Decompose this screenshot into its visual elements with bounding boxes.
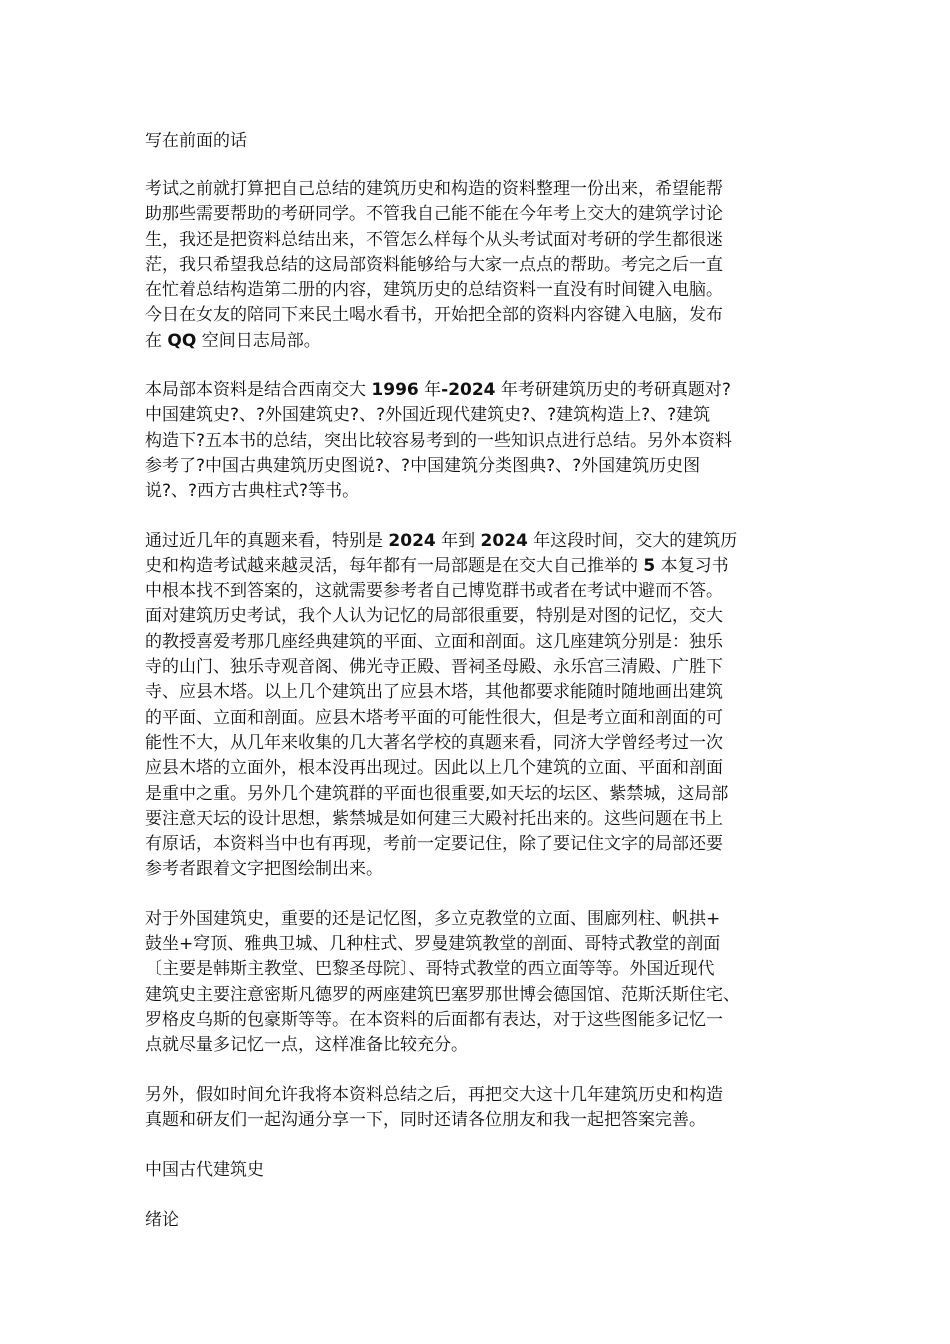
text-line: 点就尽量多记忆一点，这样准备比较充分。 [145,1035,468,1056]
paragraph-foreign-architecture [145,907,810,1059]
text-line: 在忙着总结构造第二册的内容，建筑历史的总结资料一直没有时间键入电脑。 [145,280,723,301]
text-line: 罗格皮乌斯的包豪斯等等。在本资料的后面都有表达，对于这些图能多记忆一 [145,1009,723,1030]
text-line: 〔主要是韩斯主教堂、巴黎圣母院〕、哥特式教堂的西立面等等。外国近现代 [145,959,715,980]
text-line: 寺的山门、独乐寺观音阁、佛光寺正殿、晋祠圣母殿、永乐宫三清殿、广胜下 [145,657,723,678]
text-line: 面对建筑历史考试，我个人认为记忆的局部很重要，特别是对图的记忆，交大 [145,606,723,627]
text-line: 对于外国建筑史，重要的还是记忆图，多立克教堂的立面、围廊列柱、帆拱+ [145,908,721,929]
text-line: 真题和研友们一起沟通分享一下，同时还请各位朋友和我一起把答案完善。 [145,1109,706,1130]
text-line: 中国建筑史?、?外国建筑史?、?外国近现代建筑史?、?建筑构造上?、?建筑 [145,405,711,426]
text-line: 建筑史主要注意密斯凡德罗的两座建筑巴塞罗那世博会德国馆、范斯沃斯住宅、 [145,984,740,1005]
text-line: 考试之前就打算把自己总结的建筑历史和构造的资料整理一份出来，希望能帮 [145,179,723,199]
text-line: 史和构造考试越来越灵活，每年都有一局部题是在交大自己推举的 5 本复习书 [145,555,729,576]
text-line: 鼓坐+穹顶、雅典卫城、几种柱式、罗曼建筑教堂的剖面、哥特式教堂的剖面 [145,934,721,955]
text-line: 寺、应县木塔。以上几个建筑出了应县木塔，其他都要求能随时随地画出建筑 [145,682,723,703]
text-line: 在 QQ 空间日志局部。 [145,330,321,351]
text-line: 是重中之重。另外几个建筑群的平面也很重要,如天坛的坛区、紫禁城，这局部 [145,783,729,804]
paragraph-closing [145,1083,810,1134]
text-line: 另外，假如时间允许我将本资料总结之后，再把交大这十几年建筑历史和构造 [145,1084,723,1105]
text-line: 能性不大，从几年来收集的几大著名学校的真题来看，同济大学曾经考过一次 [145,732,723,753]
paragraph-intro [145,177,810,354]
paragraph-exam-analysis [145,529,810,883]
text-line: 构造下?五本书的总结，突出比较容易考到的一些知识点进行总结。另外本资料 [145,430,733,451]
document-content [145,128,810,1233]
paragraph-scope [145,378,810,504]
text-line: 本局部本资料是结合西南交大 1996 年-2024 年考研建筑历史的考研真题对? [145,380,731,401]
text-line: 说?、?西方古典柱式?等书。 [145,481,360,502]
text-line: 要注意天坛的设计思想，紫禁城是如何建三大殿衬托出来的。这些问题在书上 [145,808,723,829]
text-line: 茫，我只希望我总结的这局部资料能够给与大家一点点的帮助。考完之后一直 [145,254,723,275]
text-line: 生，我还是把资料总结出来，不管怎么样每个从头考试面对考研的学生都很迷 [145,229,723,250]
text-line: 通过近几年的真题来看，特别是 2024 年到 2024 年这段时间，交大的建筑历 [145,530,738,551]
document-title: 写在前面的话 [145,131,247,151]
text-line: 应县木塔的立面外，根本没再出现过。因此以上几个建筑的立面、平面和剖面 [145,758,723,779]
text-line: 助那些需要帮助的考研同学。不管我自己能不能在今年考上交大的建筑学讨论 [145,204,723,225]
text-line: 参考者跟着文字把图绘制出来。 [145,859,383,880]
section-heading: 中国古代建筑史 [145,1160,264,1181]
text-line: 有原话，本资料当中也有再现，考前一定要记住，除了要记住文字的局部还要 [145,834,723,855]
text-line: 参考了?中国古典建筑历史图说?、?中国建筑分类图典?、?外国建筑历史图 [145,455,701,476]
subsection-heading: 绪论 [145,1210,179,1231]
text-line: 的平面、立面和剖面。应县木塔考平面的可能性很大，但是考立面和剖面的可 [145,707,723,728]
text-line: 的教授喜爱考那几座经典建筑的平面、立面和剖面。这几座建筑分别是：独乐 [145,631,723,652]
text-line: 中根本找不到答案的，这就需要参考者自己博览群书或者在考试中避而不答。 [145,581,723,602]
text-line: 今日在女友的陪同下来民土喝水看书，开始把全部的资料内容键入电脑，发布 [145,305,723,326]
